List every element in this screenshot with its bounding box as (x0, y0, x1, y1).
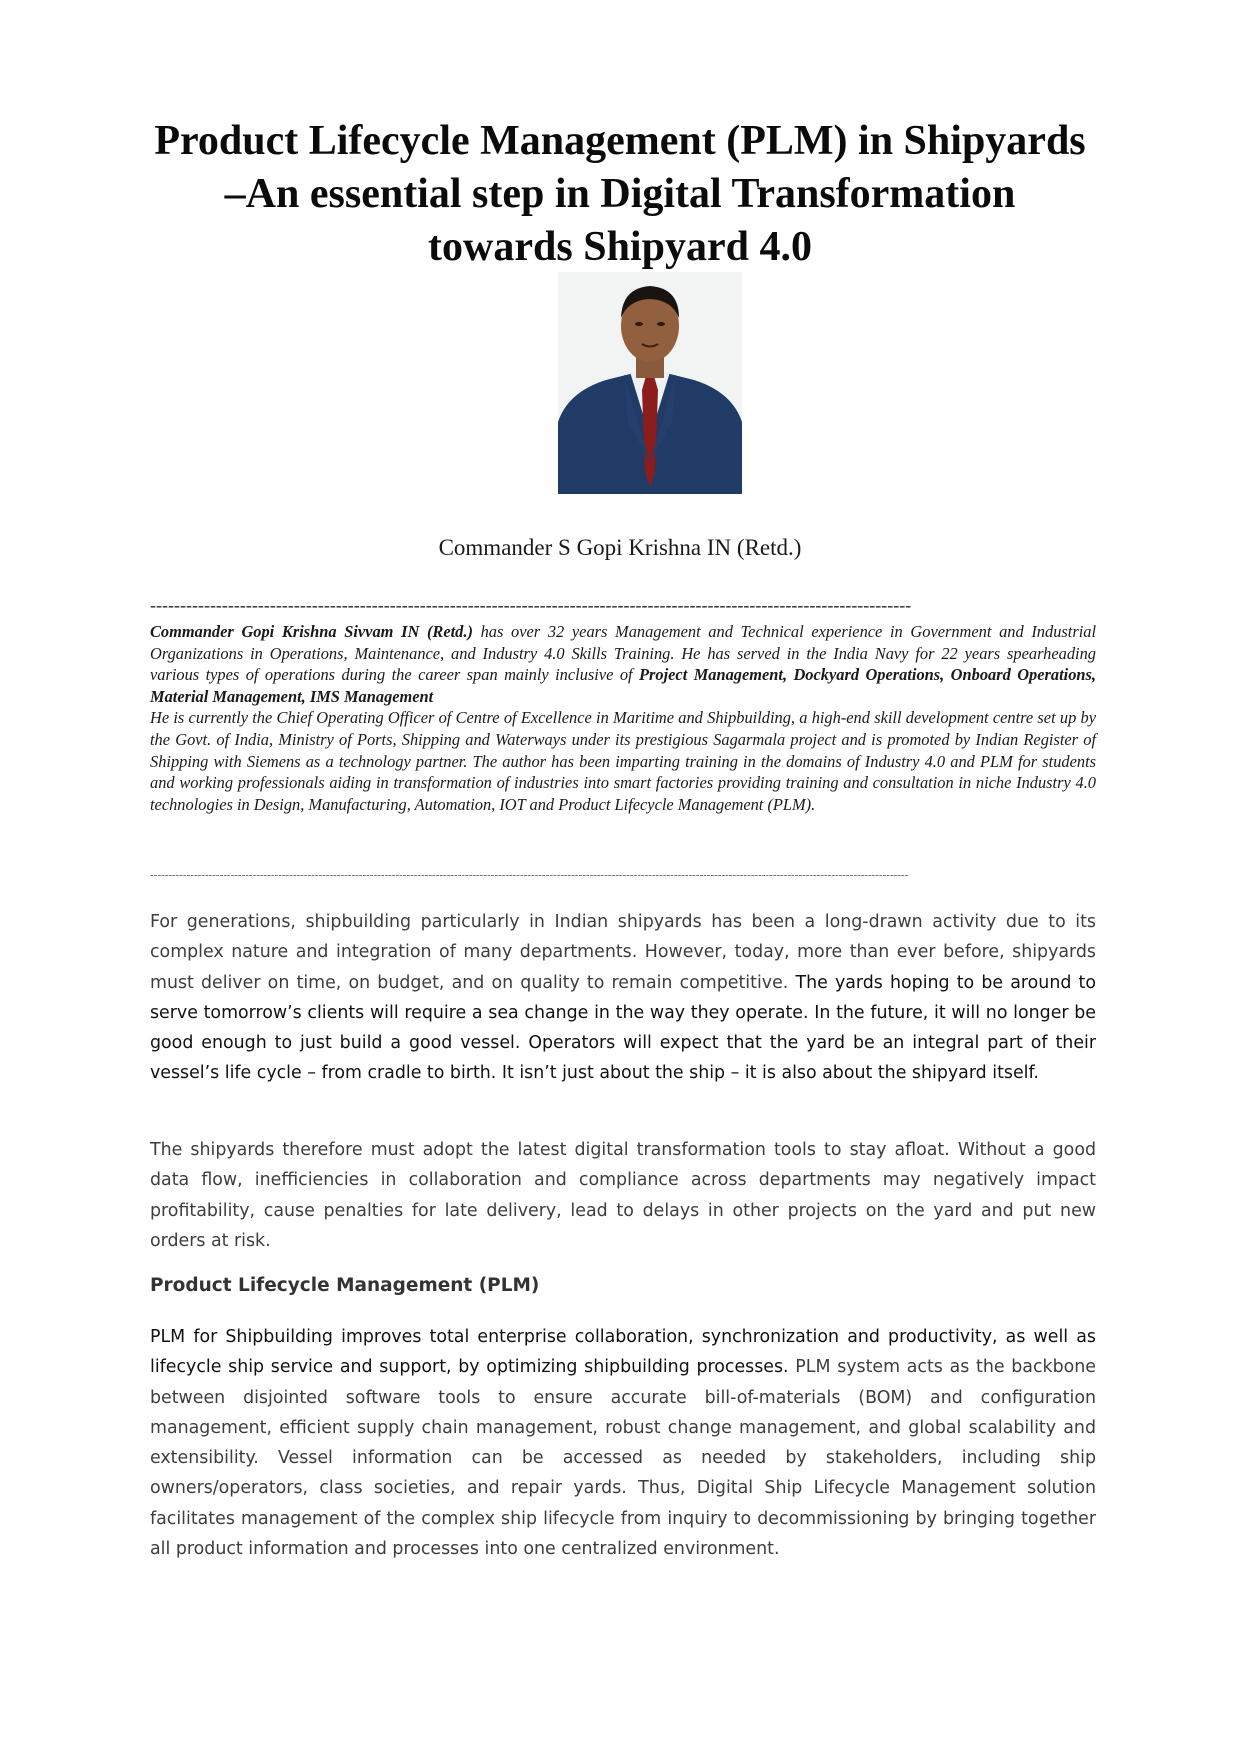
paragraph-intro-dark: The yards hoping to be around to serve tomorrow’s clients will require a sea change in the way they operate. In the future, it will no longer be good enough to just build a good vessel. Operators will expect that the yard be an integral part of their vessel’s life cycle – from cradle to birth. It isn’t just about the ship – it is also about the shipyard itself. (150, 972, 1096, 1084)
paragraph-intro-light: For generations, shipbuilding particularly in Indian shipyards has been a long-drawn activity due to its complex nature and integration of many departments. However, today, more than ever before, shipyards must deliver on time, on budget, and on quality to remain competitive. (150, 912, 1096, 993)
author-photo (558, 272, 742, 494)
bio-name: Commander Gopi Krishna Sivvam IN (Retd.) (150, 622, 473, 641)
author-line: Commander S Gopi Krishna IN (Retd.) (438, 535, 802, 560)
bio-current-role: He is currently the Chief Operating Officer of Centre of Excellence in Maritime and Shipbuilding, a high-end skill development centre set up by the Govt. of India, Ministry of Ports, Shipping and Waterways under its prestigious Sagarmala project and is promoted by Indian Register of Shipping with Siemens as a technology partner. The author has been imparting training in the domains of Industry 4.0 and PLM for students and working professionals aiding in transformation of industries into smart factories providing training and consultation in niche Industry 4.0 technologies in Design, Manufacturing, Automation, IOT and Product Lifecycle Management (PLM). (150, 708, 1096, 814)
separator-top: ------------------------------------------------------------------------------------------------------------------------------- (150, 596, 912, 614)
paragraph-plm-light: PLM system acts as the backbone between disjointed software tools to ensure accurate bill-of-materials (BOM) and configuration management, efficient supply chain management, robust change management, and global scalability and extensibility. Vessel information can be accessed as needed by stakeholders, including ship owners/operators, class societies, and repair yards. Thus, Digital Ship Lifecycle Management solution facilitates management of the complex ship lifecycle from inquiry to decommissioning by bringing together all product information and processes into one centralized environment. (150, 1357, 1096, 1560)
paragraph-plm (150, 1322, 1096, 1564)
paragraph-intro (150, 907, 1096, 1089)
paragraph-digital-transformation: The shipyards therefore must adopt the latest digital transformation tools to stay afloat. Without a good data flow, inefficiencies in collaboration and compliance across departments may negatively impact profitability, cause penalties for late delivery, lead to delays in other projects on the yard and put new orders at risk. (150, 1140, 1096, 1251)
author-bio (150, 621, 1096, 815)
bio-roles: Project Management, Dockyard Operations, Onboard Operations, Material Management, IMS Management (150, 665, 1096, 706)
paragraph-plm-dark: PLM for Shipbuilding improves total enterprise collaboration, synchronization and productivity, as well as lifecycle ship service and support, by optimizing shipbuilding processes. (150, 1327, 1096, 1378)
section-heading-plm: Product Lifecycle Management (PLM) (150, 1275, 540, 1296)
separator-bottom: --------------------------------------------------------------------------------------------------------------------------------------------------------------------------------------------------------------- (150, 869, 909, 881)
bio-intro: has over 32 years Management and Technical experience in Government and Industrial Organizations in Operations, Maintenance, and Industry 4.0 Skills Training. He has served in the India Navy for 22 years spearheading various types of operations during the career span mainly inclusive of (150, 622, 1097, 685)
bio-paragraph (150, 621, 1096, 707)
article-title: Product Lifecycle Management (PLM) in Shipyards –An essential step in Digital Transformation towards Shipyard 4.0 (154, 118, 1086, 270)
